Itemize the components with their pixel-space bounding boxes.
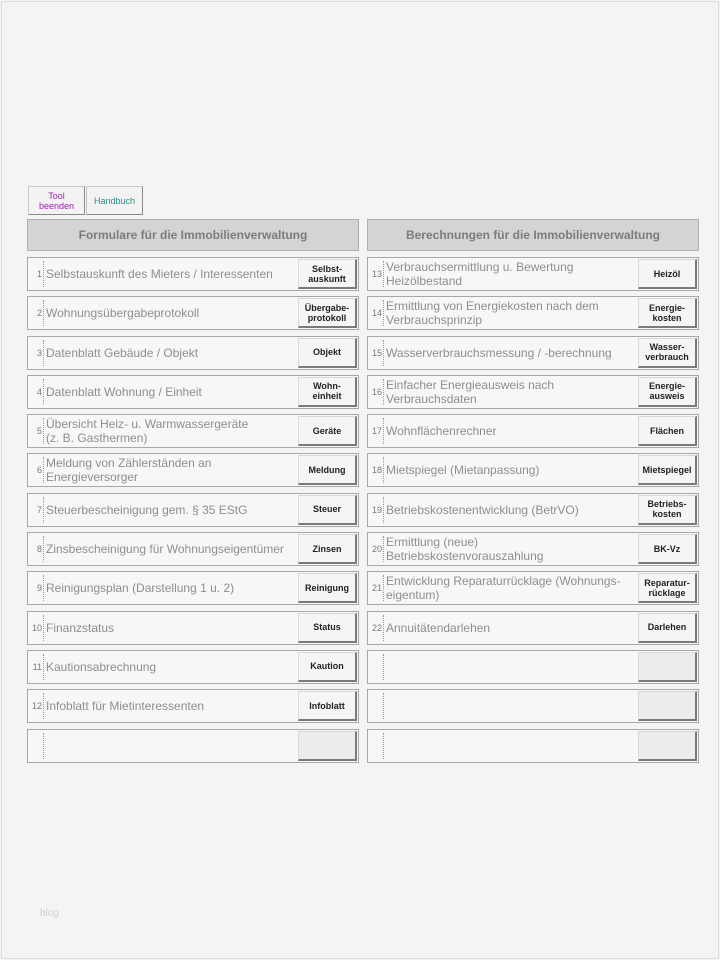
row-number: 13 — [371, 269, 382, 279]
row-action-button[interactable]: Geräte — [298, 416, 357, 446]
row-label: Einfacher Energieausweis nach Verbrauchsdaten — [386, 377, 555, 406]
row-divider — [383, 733, 384, 759]
row-label: Selbstauskunft des Mieters / Interessenten — [46, 267, 273, 281]
row-number: 12 — [31, 701, 42, 712]
row-action-button[interactable]: Zinsen — [298, 534, 357, 564]
list-row — [367, 493, 699, 527]
list-row — [27, 493, 359, 527]
row-label: Ermittlung (neue) Betriebskostenvorauszahlung — [386, 535, 544, 564]
row-divider — [43, 379, 44, 405]
row-label: Ermittlung von Energiekosten nach dem Verbrauchsprinzip — [386, 299, 599, 328]
list-row — [367, 414, 699, 448]
row-number: 8 — [36, 544, 42, 555]
row-divider — [43, 615, 44, 641]
list-row — [27, 571, 359, 605]
empty-action-button[interactable] — [638, 691, 697, 721]
row-divider — [43, 654, 44, 680]
row-action-button[interactable]: Steuer — [298, 495, 357, 525]
row-label: Verbrauchsermittlung u. Bewertung Heizölbestand — [386, 260, 574, 288]
row-divider — [383, 261, 384, 287]
row-label: Reinigungsplan (Darstellung 1 u. 2) — [46, 581, 235, 596]
exit-tool-button[interactable]: Tool beenden — [28, 186, 85, 215]
row-divider — [43, 733, 44, 759]
row-action-button[interactable]: Energie- kosten — [638, 298, 697, 328]
row-number: 6 — [36, 465, 42, 476]
row-label: Infoblatt für Mietinteressenten — [46, 699, 205, 714]
row-divider — [383, 457, 384, 483]
row-label: Wasserverbrauchsmessung / -berechnung — [386, 345, 612, 360]
row-label: Datenblatt Wohnung / Einheit — [46, 384, 202, 399]
row-action-button[interactable]: Mietspiegel — [638, 455, 697, 485]
list-row — [367, 532, 699, 566]
row-number: 3 — [36, 347, 42, 358]
row-label: Zinsbescheinigung für Wohnungseigentümer — [46, 542, 284, 557]
forms-panel — [27, 219, 359, 768]
row-label: Wohnungsübergabeprotokoll — [46, 306, 200, 321]
row-number: 9 — [36, 583, 42, 594]
row-action-button[interactable]: Wasser- verbrauch — [638, 338, 697, 368]
list-row — [367, 689, 699, 723]
row-divider — [43, 261, 44, 287]
list-row — [27, 414, 359, 448]
list-row — [27, 689, 359, 723]
row-number: 7 — [36, 504, 42, 515]
row-divider — [383, 497, 384, 523]
row-action-button[interactable]: Objekt — [298, 338, 357, 368]
row-number: 5 — [36, 426, 42, 437]
row-divider — [43, 536, 44, 562]
list-row — [367, 336, 699, 370]
row-action-button[interactable]: Infoblatt — [298, 691, 357, 721]
row-divider — [43, 457, 44, 483]
calculations-list — [367, 257, 699, 763]
row-divider — [383, 300, 384, 326]
list-row — [27, 532, 359, 566]
row-label: Annuitätendarlehen — [386, 620, 491, 635]
row-action-button[interactable]: Flächen — [638, 416, 697, 446]
row-action-button[interactable]: Energie- ausweis — [638, 377, 697, 407]
empty-action-button[interactable] — [638, 731, 697, 761]
row-number: 14 — [371, 308, 382, 319]
row-label: Übersicht Heiz- u. Warmwassergeräte (z. B. Gasthermen) — [46, 417, 249, 446]
list-row — [27, 453, 359, 487]
list-row — [367, 296, 699, 330]
row-number: 10 — [31, 622, 42, 633]
row-divider — [43, 497, 44, 523]
row-divider — [383, 615, 384, 641]
forms-list — [27, 257, 359, 763]
top-toolbar — [28, 186, 143, 215]
list-row — [27, 375, 359, 409]
row-label: Betriebskostenentwicklung (BetrVO) — [386, 502, 579, 517]
list-row — [27, 296, 359, 330]
row-label: Entwicklung Reparaturrücklage (Wohnungs- eigentum) — [386, 574, 621, 603]
row-divider — [43, 340, 44, 366]
calculations-panel-title: Berechnungen für die Immobilienverwaltung — [367, 219, 699, 251]
list-row — [367, 571, 699, 605]
row-number: 11 — [32, 661, 42, 672]
row-number: 19 — [371, 504, 382, 515]
row-action-button[interactable]: Übergabe- protokoll — [298, 298, 357, 328]
list-row — [27, 257, 359, 291]
row-number: 16 — [371, 386, 382, 397]
row-divider — [383, 536, 384, 562]
row-action-button[interactable]: Kaution — [298, 652, 357, 682]
list-row — [367, 375, 699, 409]
row-divider — [383, 418, 384, 444]
row-divider — [383, 654, 384, 680]
row-number: 21 — [371, 583, 382, 594]
row-label: Kautionsabrechnung — [46, 659, 157, 674]
row-action-button[interactable]: Heizöl — [638, 259, 697, 289]
row-label: Datenblatt Gebäude / Objekt — [46, 345, 199, 360]
row-divider — [43, 575, 44, 601]
calculations-panel — [367, 219, 699, 768]
row-divider — [383, 575, 384, 601]
row-action-button[interactable]: Darlehen — [638, 613, 697, 643]
row-action-button[interactable]: Betriebs- kosten — [638, 495, 697, 525]
row-divider — [43, 693, 44, 719]
list-row — [367, 453, 699, 487]
row-action-button[interactable]: BK-Vz — [638, 534, 697, 564]
row-number: 20 — [371, 544, 382, 555]
list-row — [27, 336, 359, 370]
list-row — [27, 650, 359, 684]
row-number: 18 — [371, 465, 382, 476]
list-row — [27, 611, 359, 645]
row-label: Meldung von Zählerständen an Energieversorger — [46, 456, 212, 485]
list-row — [367, 729, 699, 763]
row-action-button[interactable]: Wohn- einheit — [298, 377, 357, 407]
list-row — [367, 611, 699, 645]
row-divider — [383, 693, 384, 719]
row-action-button[interactable]: Reinigung — [298, 573, 357, 603]
list-row — [367, 257, 699, 291]
row-label: Mietspiegel (Mietanpassung) — [386, 463, 540, 478]
row-action-button[interactable]: Reparatur- rücklage — [638, 573, 697, 603]
row-label: Wohnflächenrechner — [386, 424, 497, 439]
empty-action-button[interactable] — [298, 731, 357, 761]
row-number: 2 — [36, 308, 42, 319]
row-action-button[interactable]: Status — [298, 613, 357, 643]
row-action-button[interactable]: Meldung — [298, 455, 357, 485]
forms-panel-title: Formulare für die Immobilienverwaltung — [27, 219, 359, 251]
row-divider — [43, 300, 44, 326]
row-label: Steuerbescheinigung gem. § 35 EStG — [46, 502, 248, 517]
watermark: blog — [40, 908, 59, 919]
row-divider — [383, 340, 384, 366]
row-number: 17 — [371, 426, 382, 437]
list-row — [27, 729, 359, 763]
row-label: Finanzstatus — [46, 620, 115, 635]
row-action-button[interactable]: Selbst- auskunft — [298, 259, 357, 289]
row-number: 1 — [36, 269, 42, 279]
row-number: 4 — [36, 386, 42, 397]
row-divider — [43, 418, 44, 444]
list-row — [367, 650, 699, 684]
manual-button[interactable]: Handbuch — [86, 186, 143, 215]
row-number: 22 — [371, 622, 382, 633]
row-divider — [383, 379, 384, 405]
row-number: 15 — [371, 347, 382, 358]
empty-action-button[interactable] — [638, 652, 697, 682]
